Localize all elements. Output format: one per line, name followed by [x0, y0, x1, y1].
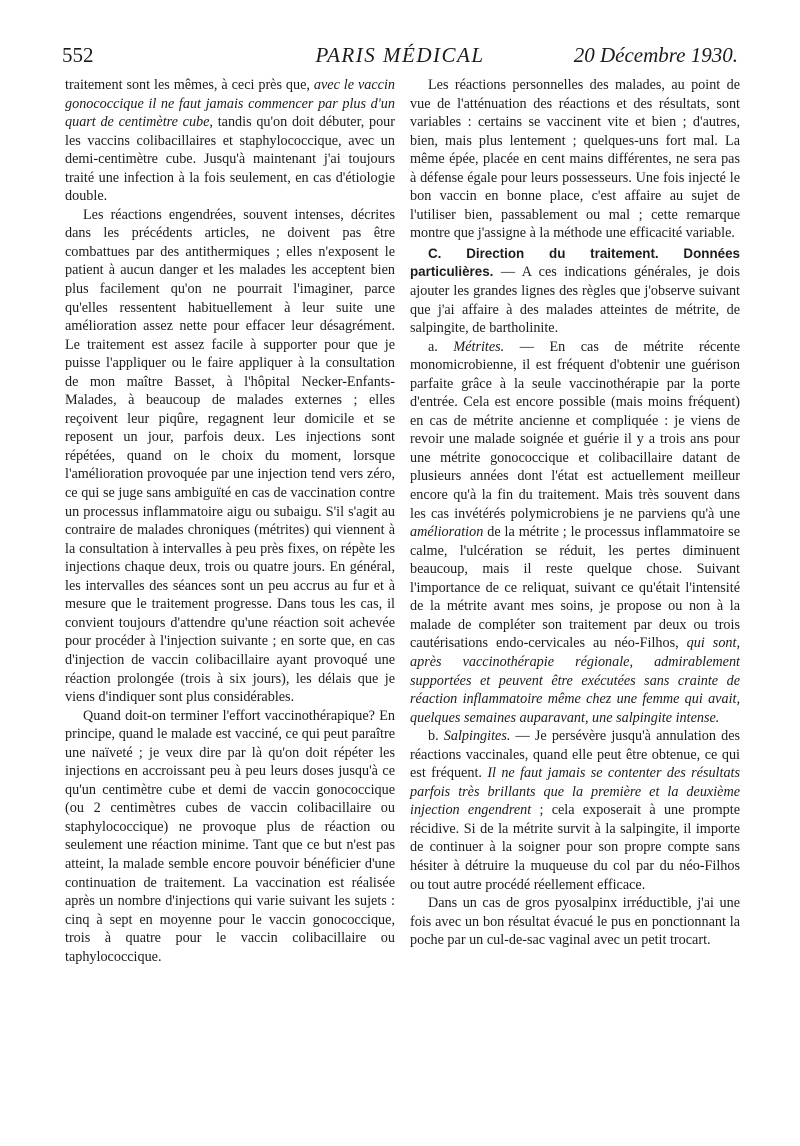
- salpingites-emphasis: Il ne faut jamais se contenter des résultats parfois très brillants que la première et la deuxième injection engendrent: [410, 765, 740, 819]
- emphasis-gonococcal-dose: avec le vaccin gonococcique il ne faut jamais commencer par plus d'un quart de centimètre cube,: [65, 77, 395, 131]
- paragraph-end-of-treatment: Quand doit-on terminer l'effort vaccinothérapique? En principe, quand le malade est vacciné, ce qui peut paraître une naïveté ; je veux dire par là qu'on doit répéter les injections en accroissant peu à peu leurs doses jusqu'à ce qu'un centimètre cube et demi de vaccin gonococcique (ou 2 centimètres cubes de vaccin colibacillaire ou staphylococcique) ne provoque plus de réaction ou seulement une réaction minime. Tant que ce but n'est pas atteint, la malade semble encore pouvoir bénéficier d'une continuation de traitement. La vaccination est réalisée après un nombre d'injections qui varie suivant les sujets : cinq à sept en moyenne pour le vaccin gonococcique, trois à quatre pour le vaccin colibacillaire ou taphylococcique.: [65, 707, 395, 965]
- page-number: 552: [62, 43, 94, 67]
- metrites-title: Métrites.: [453, 338, 505, 355]
- paragraph-personal-reactions: Les réactions personnelles des malades, au point de vue de l'atténuation des réactions et des résultats, sont variables : certains se vaccinent vite et bien ; d'autres, bien, mais plus lentement ; quelques-uns fort mal. La même épée, placée en cent mains différentes, ne sera pas à défense égale pour leurs possesseurs. Une fois injecté le bon vaccin en bonne place, c'est affaire au sujet de l'utiliser bien, passablement ou mal ; cette remarque montre que j'assigne à la méthode une efficacité variable.: [410, 77, 740, 242]
- metrites-paragraph: a. Métrites. — En cas de métrite récente monomicrobienne, il est fréquent d'obtenir une guérison parfaite grâce à la seule vaccinothérapie par la porte d'entrée. Cela est encore possible (mais moins fréquent) en cas de métrite ancienne et compliquée : je viens de revoir une malade soignée et guérie il y a trois ans pour une métrite gonococcique et colibacillaire datant de plusieurs années dont l'état est actuellement meilleur encore qu'à la fin du traitement. Mais très souvent dans les cas invétérés polymicrobiens je ne parviens qu'à une amélioration de la métrite ; le processus inflammatoire se calme, l'ulcération se réduit, les pertes diminuent beaucoup, mais il reste quelque chose. Suivant l'importance de ce reliquat, suivant ce qu'était l'intensité de la métrite avant mes soins, je propose ou non à la malade de compléter son traitement par deux ou trois cautérisations endo-cervicales au néo-Filhos, qui sont, après vaccinothérapie régionale, admirablement supportées et peuvent être exécutées sans crainte de réaction inflammatoire même chez une femme qui avait, quelques semaines auparavant, une salpingite intense.: [410, 338, 741, 726]
- section-c-heading: C. Direction du traitement. Données particulières.: [410, 245, 740, 280]
- salpingites-title: Salpingites.: [443, 728, 511, 745]
- left-column: [65, 76, 395, 966]
- page-header: [62, 40, 738, 70]
- issue-date: 20 Décembre 1930.: [573, 43, 738, 67]
- right-column: [410, 76, 740, 950]
- paragraph-pyosalpinx: Dans un cas de gros pyosalpinx irréductible, j'ai une fois avec un bon résultat évacué le pus en ponctionnant la poche par un cul-de-sac vaginal avec un petit trocart.: [410, 895, 740, 949]
- salpingites-paragraph: b. Salpingites. — Je persévère jusqu'à annulation des réactions vaccinales, quand elle peut être obtenue, ce qui est fréquent. Il ne faut jamais se contenter des résultats parfois très brillants que la première et la deuxième injection engendrent ; cela exposerait à une prompte récidive. Si de la métrite survit à la salpingite, il importe de continuer à la soigner pour son propre compte sans hésiter à détruire la muqueuse du col par du néo-Filhos ou tout autre procédé réellement efficace.: [410, 728, 741, 893]
- paragraph-reactions: Les réactions engendrées, souvent intenses, décrites dans les précédents articles, ne doivent pas être combattues par des antithermiques ; elles n'exposent le patient à aucun danger et les malades les acceptent bien plus facilement qu'on ne pourrait l'imaginer, parce qu'elles ressentent habituellement à leur suite une amélioration assez nette pour effacer leur désagrément. Le traitement est assez facile à supporter pour que je puisse l'appliquer ou le faire appliquer à la consultation de mon maître Basset, à l'hôpital Necker-Enfants-Malades, à beaucoup de malades externes ; elles reçoivent leur piqûre, regagnent leur domicile et se reposent un jour, parfois deux. Les injections sont répétées, quand on le choix du moment, lorsque l'amélioration provoquée par une injection tend vers zéro, ce qui se juge sans ambiguïté en cas de vaccination contre un processus inflammatoire aigu ou subaigu. S'il s'agit au contraire de malades chroniques (métrites) qui viennent à la consultation à intervalles à peu près fixes, on répète les injections chaque deux, trois ou quatre jours. En général, les intervalles des séances sont un peu accrus au fur et à mesure que le traitement progresse. Dans tous les cas, il convient toujours d'attendre qu'une réaction soit achevée pour procéder à l'injection suivante ; en sorte que, en cas d'injection de vaccin colibacillaire ayant provoqué une réaction prolongée (trois à six jours), les délais que je viens d'indiquer sont plus considérables.: [65, 206, 395, 706]
- paragraph-continued: traitement sont les mêmes, à ceci près que, avec le vaccin gonococcique il ne faut jamais commencer par plus d'un quart de centimètre cube, tandis qu'on doit débuter, pour les vaccins colibacillaires et staphylococcique, avec un demi-centimètre cube. Jusqu'à maintenant j'ai toujours traité une infection à la fois seulement, en cas d'étiologie double.: [65, 77, 396, 205]
- section-c-paragraph: C. Direction du traitement. Données particulières. — A ces indications générales, je dois ajouter les grandes lignes des règles que j'observe suivant que j'ai affaire à des malades atteintes de métrite, de salpingite, de bartholinite.: [410, 245, 740, 337]
- metrites-emphasis: qui sont, après vaccinothérapie régionale, admirablement supportées et peuvent être exécutées sans crainte de réaction inflammatoire même chez une femme qui avait, quelques semaines auparavant, une salpingite intense.: [410, 635, 741, 726]
- journal-title: PARIS MÉDICAL: [315, 43, 485, 67]
